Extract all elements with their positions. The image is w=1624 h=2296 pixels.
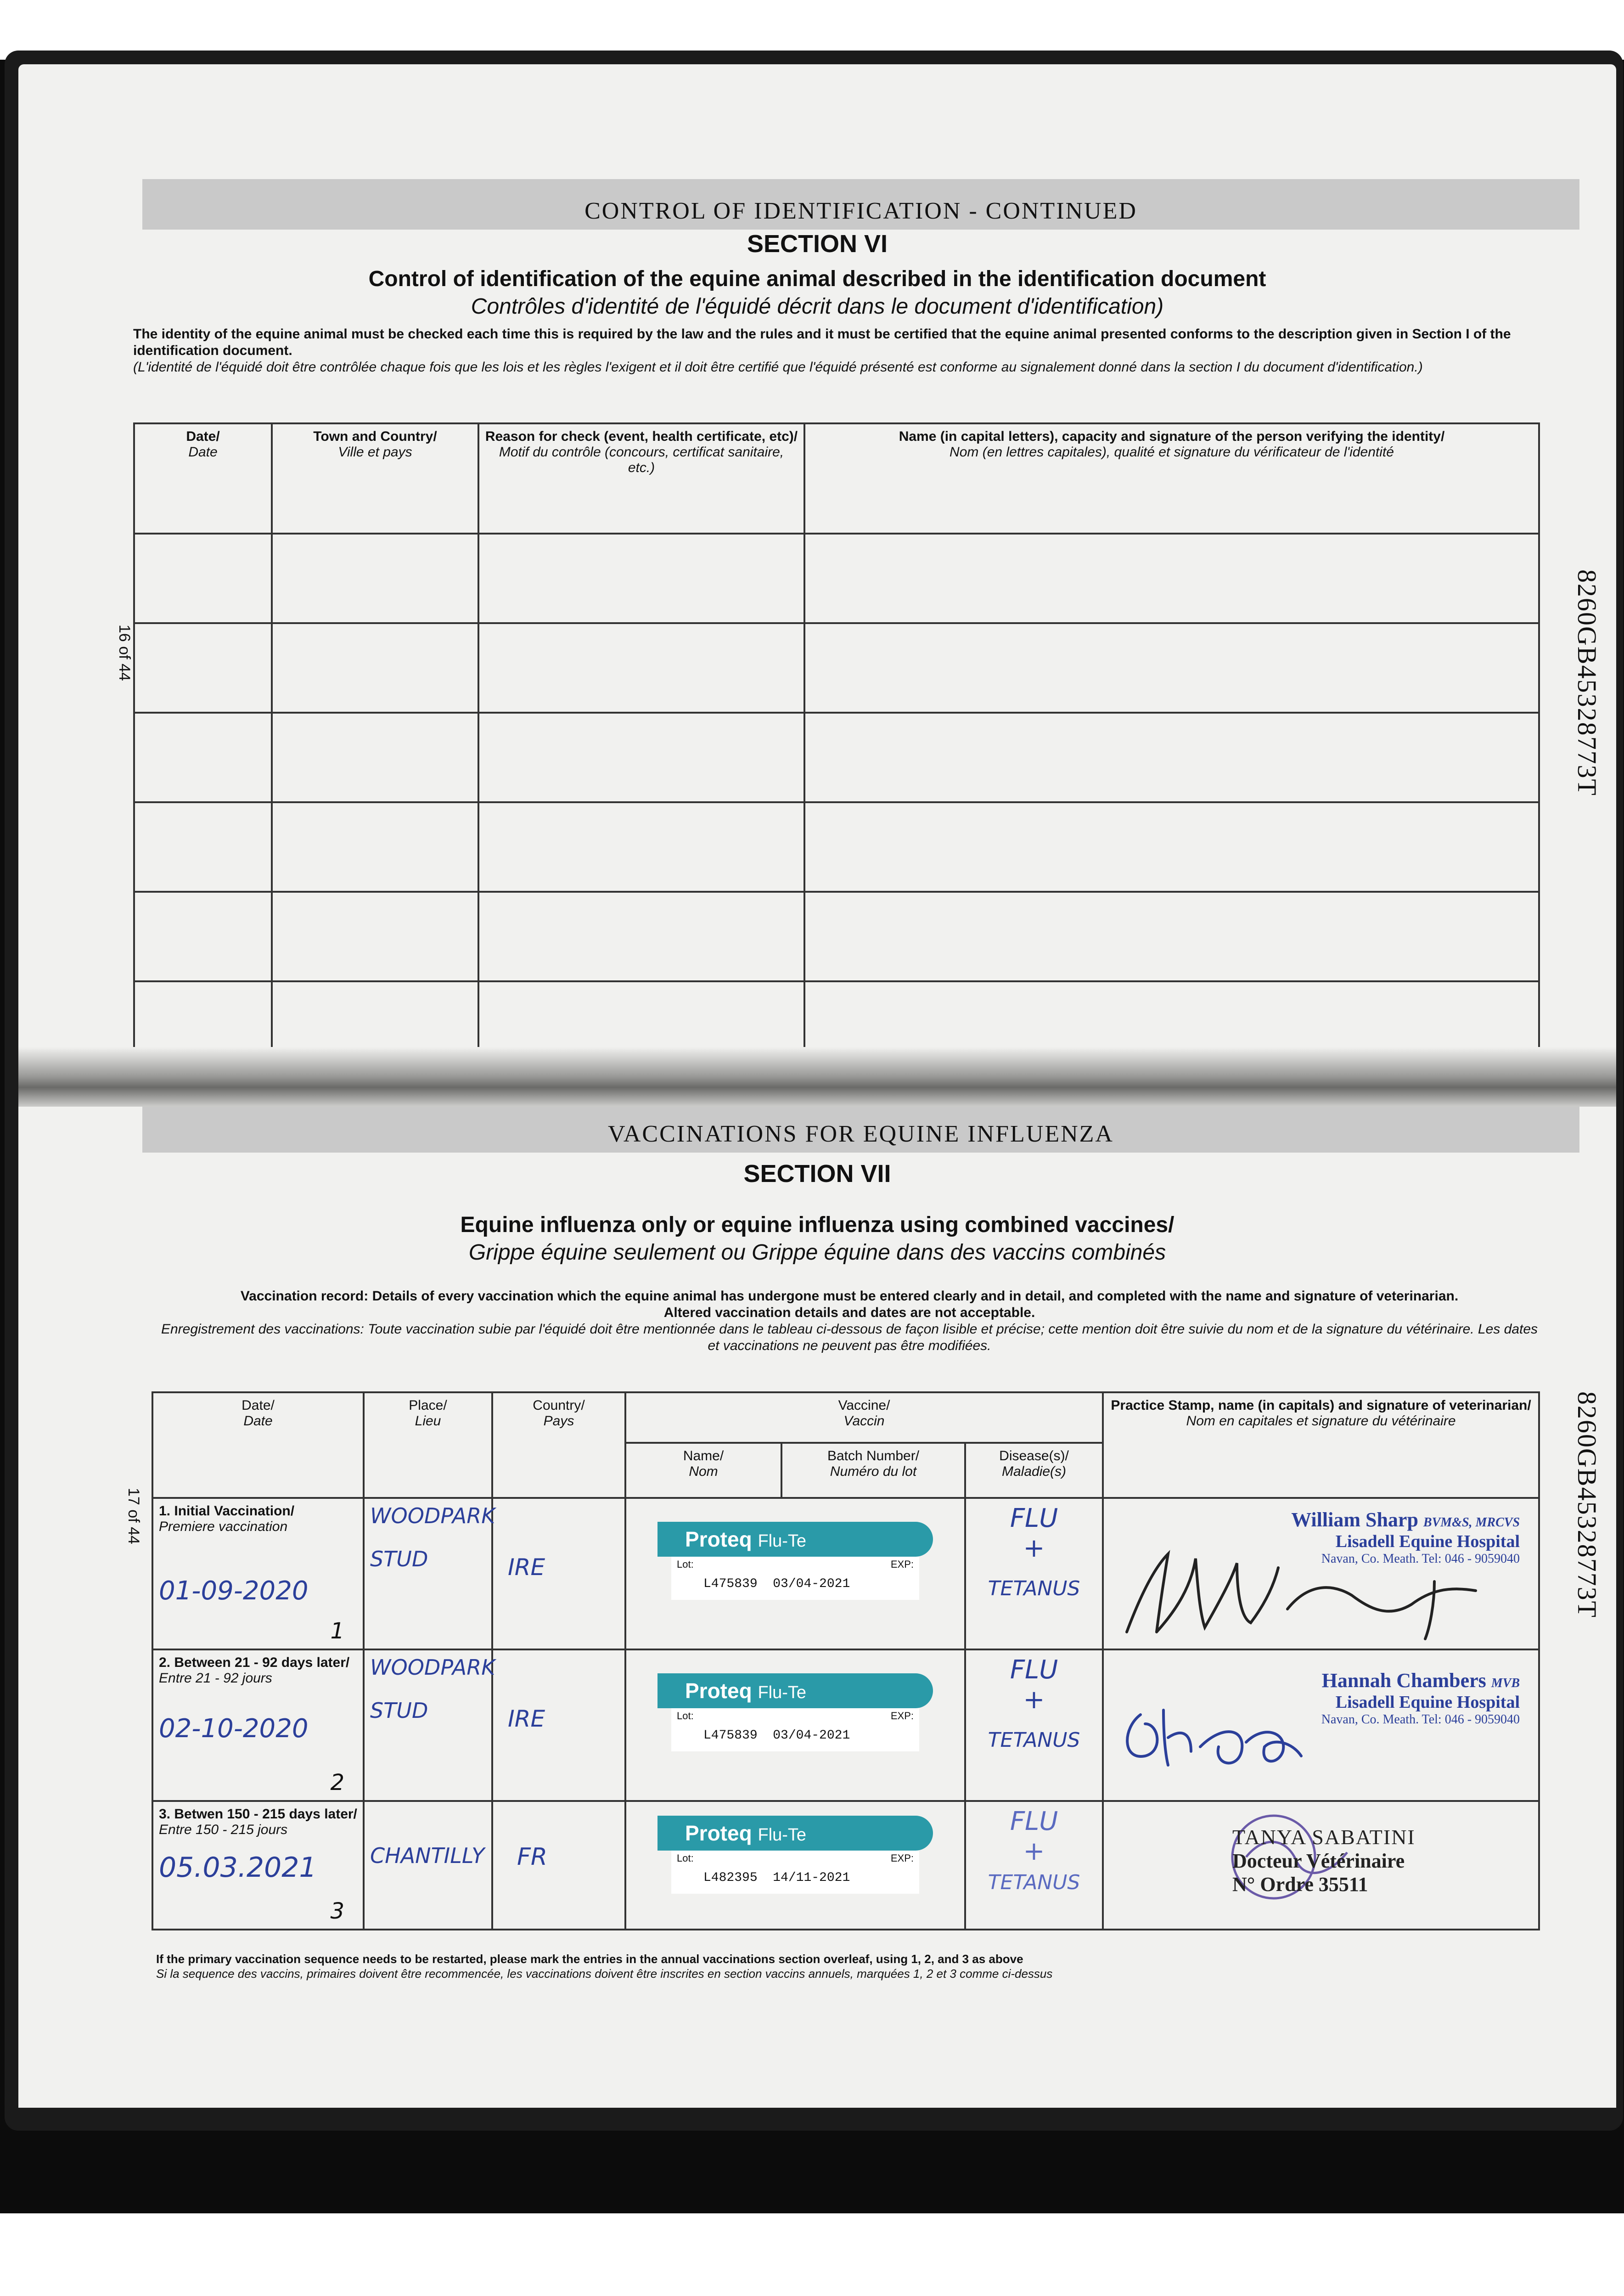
document-number-16: 8260GB45328773T <box>1572 569 1602 796</box>
section-vi-intro-fr: (L'identité de l'équidé doit être contrôlée chaque fois que les lois et les règles l'exigent et il doit être certifié que l'équidé présenté est conforme au signalement donné dans la section I du document d'identification.) <box>133 360 1423 375</box>
row2-country-cell[interactable] <box>492 1649 625 1801</box>
row3-lot-label: Lot: <box>677 1852 694 1864</box>
col-town-country <box>272 423 478 534</box>
col-date-fr: Date <box>243 1413 273 1429</box>
row3-sticker-product: Flu-Te <box>758 1825 807 1845</box>
col-date-en: Date/ <box>186 429 220 444</box>
page-17 <box>18 1107 1616 2108</box>
row1-vaccine-sticker <box>657 1522 933 1600</box>
col-disease-fr: Maladie(s) <box>1001 1464 1067 1479</box>
row2-exp-label: EXP: <box>890 1710 914 1722</box>
row1-lot: L475839 <box>703 1577 758 1591</box>
col-country-fr: Pays <box>543 1413 574 1429</box>
row1-date: 01-09-2020 <box>159 1576 309 1606</box>
table-cell[interactable] <box>134 713 272 802</box>
col-town-fr: Ville et pays <box>338 445 412 460</box>
row3-stamp-cell[interactable] <box>1103 1801 1539 1930</box>
row2-vaccine-sticker <box>657 1673 933 1751</box>
row1-label <box>159 1503 357 1535</box>
table-cell[interactable] <box>804 623 1539 713</box>
row3-country: FR <box>517 1843 548 1871</box>
row1-country-cell[interactable] <box>492 1498 625 1649</box>
section-vi-intro <box>133 326 1538 376</box>
col-date <box>152 1392 364 1498</box>
vaccination-table <box>152 1391 1540 1930</box>
table-cell[interactable] <box>134 534 272 623</box>
col-batch-fr: Numéro du lot <box>830 1464 917 1479</box>
section-vii-intro-en: Vaccination record: Details of every vaccination which the equine animal has undergone must be entered clearly and in detail, and completed with the name and signature of veterinarian. <box>240 1289 1459 1304</box>
row1-lot-label: Lot: <box>677 1559 694 1570</box>
row2-date-cell[interactable] <box>152 1649 364 1801</box>
col-town-en: Town and Country/ <box>313 429 437 444</box>
col-batch <box>781 1443 965 1498</box>
page16-header: CONTROL OF IDENTIFICATION - CONTINUED <box>142 179 1579 230</box>
col-reason-en: Reason for check (event, health certificate, etc)/ <box>485 429 798 444</box>
col-vaccine <box>625 1392 1103 1443</box>
row2-date: 02-10-2020 <box>159 1714 309 1744</box>
row3-place-line1: CHANTILLY <box>370 1843 485 1868</box>
row2-place-cell[interactable] <box>364 1649 495 1801</box>
row3-place-cell[interactable] <box>364 1801 492 1930</box>
row2-place-line2: STUD <box>370 1698 428 1723</box>
col-place-fr: Lieu <box>415 1413 441 1429</box>
col-vaccine-en: Vaccine/ <box>838 1398 890 1413</box>
col-batch-en: Batch Number/ <box>827 1448 920 1463</box>
footnote-en: If the primary vaccination sequence needs to be restarted, please mark the entries in the annual vaccinations section overleaf, using 1, 2, and 3 as above <box>156 1952 1023 1966</box>
row3-vaccine-sticker <box>657 1816 933 1894</box>
row3-vaccine-cell[interactable] <box>625 1801 965 1930</box>
col-vaccine-fr: Vaccin <box>843 1413 885 1429</box>
page-number-16: 16 of 44 <box>116 625 133 681</box>
row1-seq: 1 <box>330 1618 344 1644</box>
table-cell[interactable] <box>272 623 478 713</box>
row1-disease-cell[interactable] <box>965 1498 1103 1649</box>
row3-sticker-body <box>671 1851 919 1894</box>
row3-disease-cell[interactable] <box>965 1801 1103 1930</box>
table-cell[interactable] <box>478 892 804 981</box>
row2-country: IRE <box>508 1705 545 1732</box>
vaccination-footnote <box>156 1952 1534 1981</box>
row2-label <box>159 1655 357 1686</box>
row1-sticker-brand: Proteq <box>685 1527 752 1551</box>
col-date-en: Date/ <box>242 1398 275 1413</box>
identity-check-header-row <box>134 423 1539 534</box>
section-vii-title-fr: Grippe équine seulement ou Grippe équine dans des vaccins combinés <box>468 1240 1166 1265</box>
vaccination-header-row <box>152 1392 1539 1443</box>
row3-practice-stamp <box>1232 1825 1416 1896</box>
row2-vaccine-cell[interactable] <box>625 1649 965 1801</box>
col-verifier-fr: Nom (en lettres capitales), qualité et signature du vérificateur de l'identité <box>950 445 1394 460</box>
table-cell[interactable] <box>804 892 1539 981</box>
row1-date-cell[interactable] <box>152 1498 364 1649</box>
row2-vet-name: Hannah Chambers <box>1321 1669 1486 1692</box>
vaccination-row-3 <box>152 1801 1539 1930</box>
document-number-17: 8260GB45328773T <box>1572 1391 1602 1618</box>
identity-check-table <box>133 422 1540 1072</box>
table-cell[interactable] <box>478 802 804 892</box>
row3-lot: L482395 <box>703 1871 758 1885</box>
table-cell[interactable] <box>134 892 272 981</box>
col-verifier <box>804 423 1539 534</box>
table-row <box>134 892 1539 981</box>
page-16 <box>18 64 1616 1111</box>
page-number-17: 17 of 44 <box>125 1488 142 1544</box>
row1-exp: 03/04-2021 <box>773 1577 850 1591</box>
row3-country-cell[interactable] <box>492 1801 625 1930</box>
row2-label-fr: Entre 21 - 92 jours <box>159 1671 272 1686</box>
row3-date-cell[interactable] <box>152 1801 364 1930</box>
row3-seq: 3 <box>330 1898 344 1924</box>
row1-label-en: 1. Initial Vaccination/ <box>159 1503 295 1519</box>
row1-place-line2: STUD <box>370 1547 428 1571</box>
section-vii-title-en: Equine influenza only or equine influenza using combined vaccines/ <box>460 1213 1174 1237</box>
row3-disease-1: FLU <box>1010 1806 1058 1836</box>
row1-sticker-bar <box>657 1522 933 1557</box>
col-reason-fr: Motif du contrôle (concours, certificat sanitaire, etc.) <box>499 445 784 475</box>
section-vii-heading: SECTION VII <box>743 1160 891 1187</box>
table-cell[interactable] <box>478 713 804 802</box>
row1-signature <box>1113 1540 1489 1641</box>
row3-date: 05.03.2021 <box>159 1851 317 1884</box>
row3-vet-name: TANYA SABATINI <box>1232 1825 1416 1849</box>
table-cell[interactable] <box>272 534 478 623</box>
table-cell[interactable] <box>478 623 804 713</box>
row3-vet-order: N° Ordre 35511 <box>1232 1873 1368 1896</box>
row2-disease-1: FLU <box>1010 1655 1058 1685</box>
col-place <box>364 1392 492 1498</box>
section-vi-intro-en: The identity of the equine animal must be checked each time this is required by the law and the rules and it must be certified that the equine animal presented conforms to the description given in Section I of the identification document. <box>133 326 1511 358</box>
col-name-fr: Nom <box>689 1464 718 1479</box>
row3-sticker-bar <box>657 1816 933 1851</box>
row3-label-en: 3. Betwen 150 - 215 days later/ <box>159 1806 357 1822</box>
row2-clinic-address: Navan, Co. Meath. Tel: 046 - 9059040 <box>1321 1712 1520 1727</box>
section-vi-heading: SECTION VI <box>747 230 888 258</box>
row1-vet-name: William Sharp <box>1291 1508 1418 1531</box>
table-row <box>134 713 1539 802</box>
table-cell[interactable] <box>272 713 478 802</box>
section-vi-title-en: Control of identification of the equine animal described in the identification document <box>368 267 1266 291</box>
row3-label <box>159 1806 357 1838</box>
row1-clinic: Lisadell Equine Hospital <box>1335 1532 1520 1551</box>
row1-sticker-body <box>671 1557 919 1600</box>
row2-signature <box>1113 1696 1306 1774</box>
section-vii-intro-en2: Altered vaccination details and dates are not acceptable. <box>663 1305 1035 1320</box>
row1-sticker-product: Flu-Te <box>758 1531 807 1551</box>
vaccination-row-2 <box>152 1649 1539 1801</box>
table-cell[interactable] <box>134 802 272 892</box>
col-reason <box>478 423 804 534</box>
row1-disease-plus: + <box>1023 1533 1045 1563</box>
table-cell[interactable] <box>804 534 1539 623</box>
table-cell[interactable] <box>478 534 804 623</box>
col-stamp-fr: Nom en capitales et signature du vétérinaire <box>1186 1413 1456 1429</box>
footnote-fr: Si la sequence des vaccins, primaires doivent être recommencée, les vaccinations doivent être inscrites en section vaccins annuels, marquées 1, 2 et 3 comme ci-dessus <box>156 1967 1053 1981</box>
col-country-en: Country/ <box>533 1398 585 1413</box>
col-practice-stamp <box>1103 1392 1539 1498</box>
row2-sticker-brand: Proteq <box>685 1679 752 1703</box>
section-vii-intro <box>156 1288 1543 1354</box>
row2-practice-stamp <box>1321 1669 1520 1727</box>
row3-exp: 14/11-2021 <box>773 1871 850 1885</box>
section-vi-title-fr: Contrôles d'identité de l'équidé décrit dans le document d'identification) <box>471 294 1164 319</box>
row3-disease-2: TETANUS <box>988 1871 1080 1894</box>
row1-disease-2: TETANUS <box>988 1577 1080 1600</box>
col-verifier-en: Name (in capital letters), capacity and signature of the person verifying the identity/ <box>899 429 1445 444</box>
row2-label-en: 2. Between 21 - 92 days later/ <box>159 1655 350 1670</box>
col-country <box>492 1392 625 1498</box>
col-date-fr: Date <box>188 445 218 460</box>
row1-stamp-cell[interactable] <box>1103 1498 1539 1649</box>
col-stamp-en: Practice Stamp, name (in capitals) and signature of veterinarian/ <box>1111 1398 1531 1413</box>
row2-place-line1: WOODPARK <box>370 1655 495 1680</box>
row3-exp-label: EXP: <box>890 1852 914 1864</box>
row3-sticker-brand: Proteq <box>685 1821 752 1845</box>
table-cell[interactable] <box>804 713 1539 802</box>
row3-label-fr: Entre 150 - 215 jours <box>159 1822 288 1837</box>
table-cell[interactable] <box>804 802 1539 892</box>
row1-label-fr: Premiere vaccination <box>159 1519 288 1534</box>
row2-sticker-bar <box>657 1673 933 1708</box>
row2-sticker-product: Flu-Te <box>758 1683 807 1702</box>
table-row <box>134 534 1539 623</box>
col-disease-en: Disease(s)/ <box>999 1448 1069 1463</box>
row2-disease-cell[interactable] <box>965 1649 1103 1801</box>
row2-sticker-body <box>671 1708 919 1751</box>
row2-seq: 2 <box>330 1770 344 1795</box>
row1-vet-quals: BVM&S, MRCVS <box>1423 1515 1520 1530</box>
row1-place-cell[interactable] <box>364 1498 495 1649</box>
row2-stamp-cell[interactable] <box>1103 1649 1539 1801</box>
row3-disease-plus: + <box>1023 1836 1045 1866</box>
row2-lot-label: Lot: <box>677 1710 694 1722</box>
row2-exp: 03/04-2021 <box>773 1728 850 1743</box>
row1-clinic-address: Navan, Co. Meath. Tel: 046 - 9059040 <box>1321 1552 1520 1566</box>
table-cell[interactable] <box>134 623 272 713</box>
row1-country: IRE <box>508 1554 545 1581</box>
row3-vet-title: Docteur Vétérinaire <box>1232 1850 1405 1872</box>
row1-exp-label: EXP: <box>890 1559 914 1570</box>
page17-header: VACCINATIONS FOR EQUINE INFLUENZA <box>142 1107 1579 1153</box>
row2-clinic: Lisadell Equine Hospital <box>1335 1693 1520 1712</box>
row2-disease-2: TETANUS <box>988 1728 1080 1752</box>
row1-disease-1: FLU <box>1010 1503 1058 1533</box>
table-cell[interactable] <box>272 802 478 892</box>
col-disease <box>965 1443 1103 1498</box>
row1-place-line1: WOODPARK <box>370 1503 495 1528</box>
row2-disease-plus: + <box>1023 1685 1045 1715</box>
row1-vaccine-cell[interactable] <box>625 1498 965 1649</box>
row2-vet-quals: MVB <box>1491 1676 1520 1690</box>
row2-lot: L475839 <box>703 1728 758 1743</box>
col-date <box>134 423 272 534</box>
table-cell[interactable] <box>272 892 478 981</box>
vaccination-row-1 <box>152 1498 1539 1649</box>
col-vaccine-name <box>625 1443 781 1498</box>
table-row <box>134 802 1539 892</box>
col-place-en: Place/ <box>409 1398 447 1413</box>
section-vii-intro-fr: Enregistrement des vaccinations: Toute vaccination subie par l'équidé doit être mentionnée dans le tableau ci-dessous de façon lisible et précise; cette mention doit être suivie du nom et de la signature du vétérinaire. Les dates et vaccinations ne peuvent pas être modifiées. <box>161 1322 1538 1353</box>
col-name-en: Name/ <box>683 1448 724 1463</box>
table-row <box>134 623 1539 713</box>
scan-margin-bottom <box>0 2213 1624 2296</box>
